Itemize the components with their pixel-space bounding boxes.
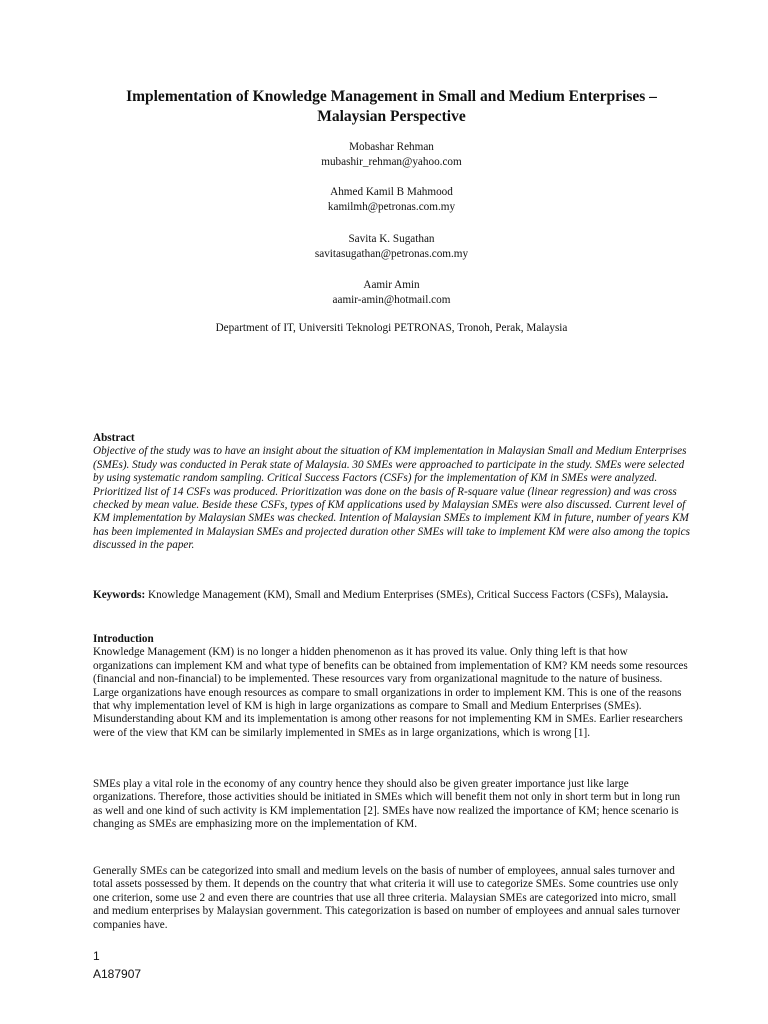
author-block — [93, 185, 690, 215]
author-name: Savita K. Sugathan — [348, 233, 435, 245]
keywords-label: Keywords: — [93, 589, 146, 601]
abstract-section — [93, 432, 690, 553]
author-email: mubashir_rehman@yahoo.com — [321, 156, 462, 168]
abstract-heading: Abstract — [93, 432, 135, 444]
keywords-text: Knowledge Management (KM), Small and Medium Enterprises (SMEs), Critical Success Factors (CSFs), Malaysia — [145, 589, 666, 601]
introduction-heading: Introduction — [93, 633, 154, 645]
author-block — [93, 232, 690, 262]
author-name: Aamir Amin — [363, 279, 420, 291]
page-number: 1 — [93, 949, 100, 963]
author-email: savitasugathan@petronas.com.my — [314, 248, 469, 260]
author-block — [93, 140, 690, 170]
body-paragraph: Generally SMEs can be categorized into small and medium levels on the basis of number of employees, annual sales turnover and total assets possessed by them. It depends on the country that what criteria it will use to categorize SMEs. Some countries use only one criterion, some use 2 and even there are countries that use all three criteria. Malaysian SMEs are categorized into micro, small and medium enterprises by Malaysian government. This categorization is based on number of employees and annual sales turnover companies have. — [93, 865, 680, 931]
author-email: aamir-amin@hotmail.com — [332, 294, 451, 306]
keywords-section — [93, 589, 690, 602]
author-block — [93, 278, 690, 308]
author-email: kamilmh@petronas.com.my — [327, 201, 456, 213]
author-name: Mobashar Rehman — [349, 141, 434, 153]
author-name: Ahmed Kamil B Mahmood — [330, 186, 453, 198]
body-paragraph: SMEs play a vital role in the economy of any country hence they should also be given greater importance just like large organizations. Therefore, those activities should be initiated in SMEs which will benefit them not only in short term but in long run as well and one kind of such activity is KM implementation [2]. SMEs have now realized the importance of KM; hence scenario is changing as SMEs are emphasizing more on the implementation of KM. — [93, 778, 681, 831]
introduction-paragraph: Knowledge Management (KM) is no longer a hidden phenomenon as it has proved its value. Only thing left is that how organizations can implement KM and what type of benefits can be obtained from implementation of KM? KM needs some resources (financial and non-financial) to be implemented. These resources vary from organizational magnitude to the nature of business. Large organizations have enough resources as compare to small organizations in order to implement KM. This is one of the reasons that why implementation level of KM is high in large organizations as compare to Small and Medium Enterprises (SMEs). Misunderstanding about KM and its implementation is among other reasons for not implementing KM in SMEs. Earlier researchers were of the view that KM can be similarly implemented in SMEs as in large organizations, which is wrong [1]. — [93, 646, 688, 739]
document-id: A187907 — [93, 967, 142, 981]
introduction-section — [93, 633, 690, 740]
abstract-text: Objective of the study was to have an insight about the situation of KM implementation in Malaysian Small and Medium Enterprises (SMEs). Study was conducted in Perak state of Malaysia. 30 SMEs were approached to participate in the study. SMEs were selected by using systematic random sampling. Critical Success Factors (CSFs) for the implementation of KM in SMEs were analyzed. Prioritized list of 14 CSFs was produced. Prioritization was done on the basis of R-square value (linear regression) and was cross checked by mean value. Beside these CSFs, types of KM applications used by Malaysian SMEs were also discussed. Current level of KM implementation by Malaysian SMEs was checked. Intention of Malaysian SMEs to implement KM in future, number of years KM has been implemented in Malaysian SMEs and projected duration other SMEs will take to implement KM were also among the topics discussed in the paper. — [93, 445, 690, 552]
keywords-end: . — [665, 589, 669, 601]
paper-title: Implementation of Knowledge Management in Small and Medium Enterprises – Malaysian Perspective — [126, 88, 657, 125]
affiliation: Department of IT, Universiti Teknologi PETRONAS, Tronoh, Perak, Malaysia — [215, 322, 568, 334]
